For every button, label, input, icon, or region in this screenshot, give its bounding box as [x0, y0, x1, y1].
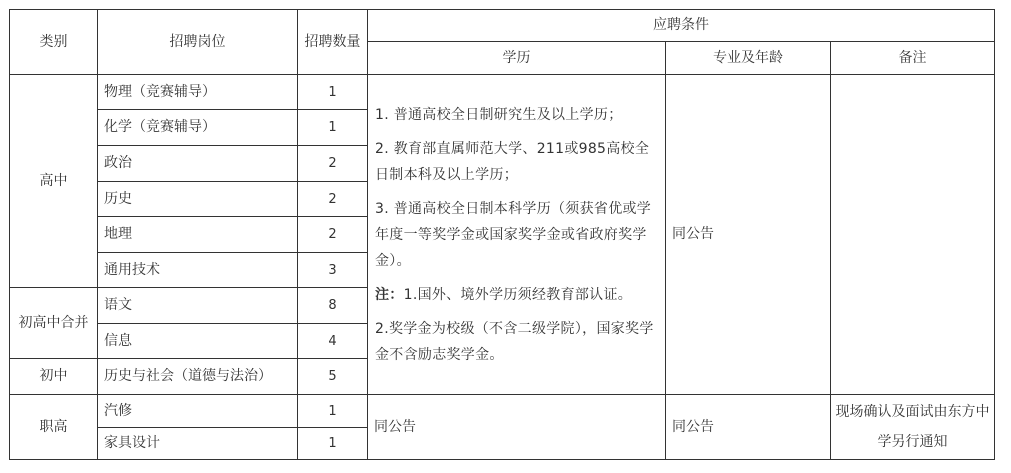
count-cell: 2 [298, 146, 368, 182]
education-note-1 [375, 282, 659, 308]
education-item-1: 1. 普通高校全日制研究生及以上学历； [375, 106, 623, 123]
header-major-age: 专业及年龄 [666, 42, 831, 75]
remarks-general [831, 75, 995, 395]
header-count: 招聘数量 [298, 10, 368, 75]
note-1-text: 1.国外、境外学历须经教育部认证。 [403, 286, 633, 303]
count-cell: 3 [298, 253, 368, 288]
education-item-2: 2. 教育部直属师范大学、211或985高校全日制本科及以上学历； [375, 140, 650, 183]
category-high: 高中 [10, 75, 98, 288]
count-cell: 1 [298, 110, 368, 146]
position-cell: 家具设计 [98, 428, 298, 460]
count-cell: 1 [298, 428, 368, 460]
position-cell: 政治 [98, 146, 298, 182]
position-cell: 汽修 [98, 395, 298, 428]
position-cell: 信息 [98, 324, 298, 359]
position-cell: 语文 [98, 288, 298, 324]
category-combined: 初高中合并 [10, 288, 98, 359]
education-note-2: 2.奖学金为校级（不含二级学院），国家奖学金不含励志奖学金。 [375, 320, 654, 363]
header-conditions: 应聘条件 [368, 10, 995, 42]
position-cell: 物理（竞赛辅导） [98, 75, 298, 110]
vocational-education: 同公告 [368, 395, 666, 460]
recruitment-table [9, 9, 995, 460]
count-cell: 2 [298, 182, 368, 217]
count-cell: 4 [298, 324, 368, 359]
position-cell: 历史与社会（道德与法治） [98, 359, 298, 395]
major-age-general: 同公告 [666, 75, 831, 395]
vocational-remarks: 现场确认及面试由东方中学另行通知 [831, 395, 995, 460]
count-cell: 1 [298, 395, 368, 428]
header-education: 学历 [368, 42, 666, 75]
category-middle: 初中 [10, 359, 98, 395]
category-vocational: 职高 [10, 395, 98, 460]
position-cell: 通用技术 [98, 253, 298, 288]
position-cell: 地理 [98, 217, 298, 253]
position-cell: 历史 [98, 182, 298, 217]
header-remarks: 备注 [831, 42, 995, 75]
count-cell: 1 [298, 75, 368, 110]
header-category: 类别 [10, 10, 98, 75]
count-cell: 2 [298, 217, 368, 253]
note-label: 注： [375, 286, 404, 303]
count-cell: 8 [298, 288, 368, 324]
vocational-major-age: 同公告 [666, 395, 831, 460]
position-cell: 化学（竞赛辅导） [98, 110, 298, 146]
education-item-3: 3. 普通高校全日制本科学历（须获省优或学年度一等奖学金或国家奖学金或省政府奖学金）。 [375, 200, 652, 269]
header-position: 招聘岗位 [98, 10, 298, 75]
education-requirements [368, 75, 666, 395]
count-cell: 5 [298, 359, 368, 395]
